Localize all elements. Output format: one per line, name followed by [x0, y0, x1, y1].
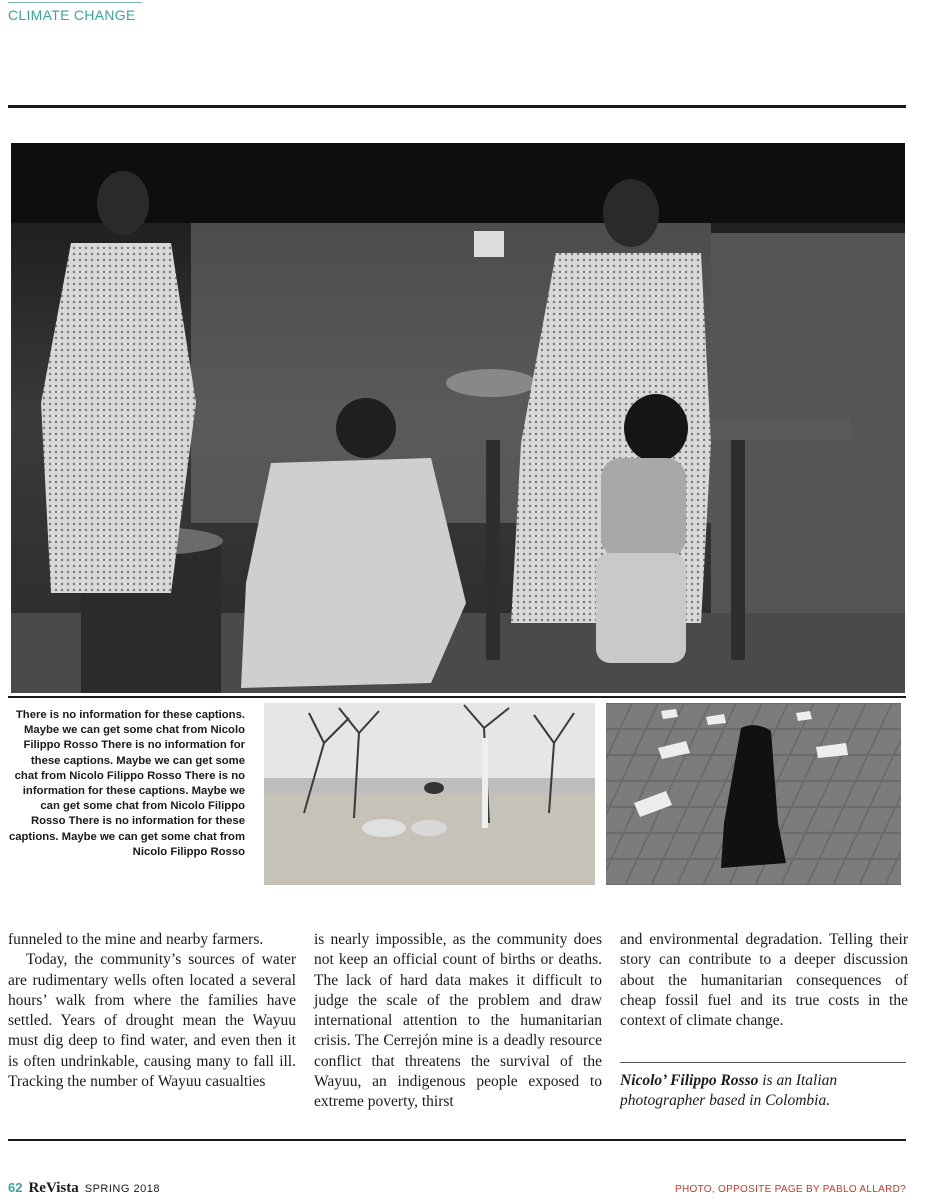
- bottom-rule: [8, 1139, 906, 1141]
- magazine-name: ReVista: [28, 1180, 79, 1196]
- page-footer: [8, 1180, 160, 1197]
- paragraph: Today, the community’s sources of water are rudimentary wells often located a several hours’ walk from where the families have settled. Years of drought mean the Wayuu must dig deep to find water, and even then it is often undrinkable, causing many to fall ill. Tracking the number of Wayuu casualties: [8, 951, 296, 1091]
- main-photo: [11, 143, 905, 693]
- author-name: Nicolo’ Filippo Rosso: [620, 1072, 759, 1089]
- village-photo: [264, 703, 595, 885]
- top-rule: [8, 105, 906, 108]
- mid-rule: [8, 696, 906, 698]
- photo-credit: PHOTO, OPPOSITE PAGE BY PABLO ALLARD?: [675, 1184, 906, 1195]
- photo-caption: There is no information for these captions. Maybe we can get some chat from Nicolo Filippo Rosso There is no information for these captions. Maybe we can get some chat from Nicolo Filippo Rosso There is no information for these captions. Maybe we can get some chat from Nicolo Filippo Rosso There is no information for these captions. Maybe we can get some chat from Nicolo Filippo Rosso: [8, 709, 245, 858]
- author-bio: [620, 1071, 908, 1112]
- paragraph: is nearly impossible, as the community does not keep an official count of births or deaths. The lack of hard data makes it difficult to judge the scale of the problem and draw international attention to the humanitarian crisis. The Cerrejón mine is a deadly resource conflict that threatens the survival of the Wayuu, an indigenous people exposed to extreme poverty, thirst: [314, 931, 602, 1111]
- body-column-3: [620, 930, 908, 1031]
- author-description: is an Italian photographer based in Colombia.: [620, 1072, 838, 1110]
- body-column-2: [314, 930, 602, 1113]
- issue-label: SPRING 2018: [84, 1183, 160, 1195]
- body-column-1: [8, 930, 296, 1092]
- section-label: CLIMATE CHANGE: [8, 7, 136, 23]
- bio-rule: [620, 1062, 906, 1063]
- section-accent-rule: [8, 2, 142, 3]
- plaza-photo: [606, 703, 901, 885]
- paragraph: and environmental degradation. Telling their story can contribute to a deeper discussion about the humanitarian consequences of cheap fossil fuel and its true costs in the context of climate change.: [620, 931, 908, 1030]
- paragraph: funneled to the mine and nearby farmers.: [8, 931, 264, 948]
- page-number: 62: [8, 1180, 23, 1195]
